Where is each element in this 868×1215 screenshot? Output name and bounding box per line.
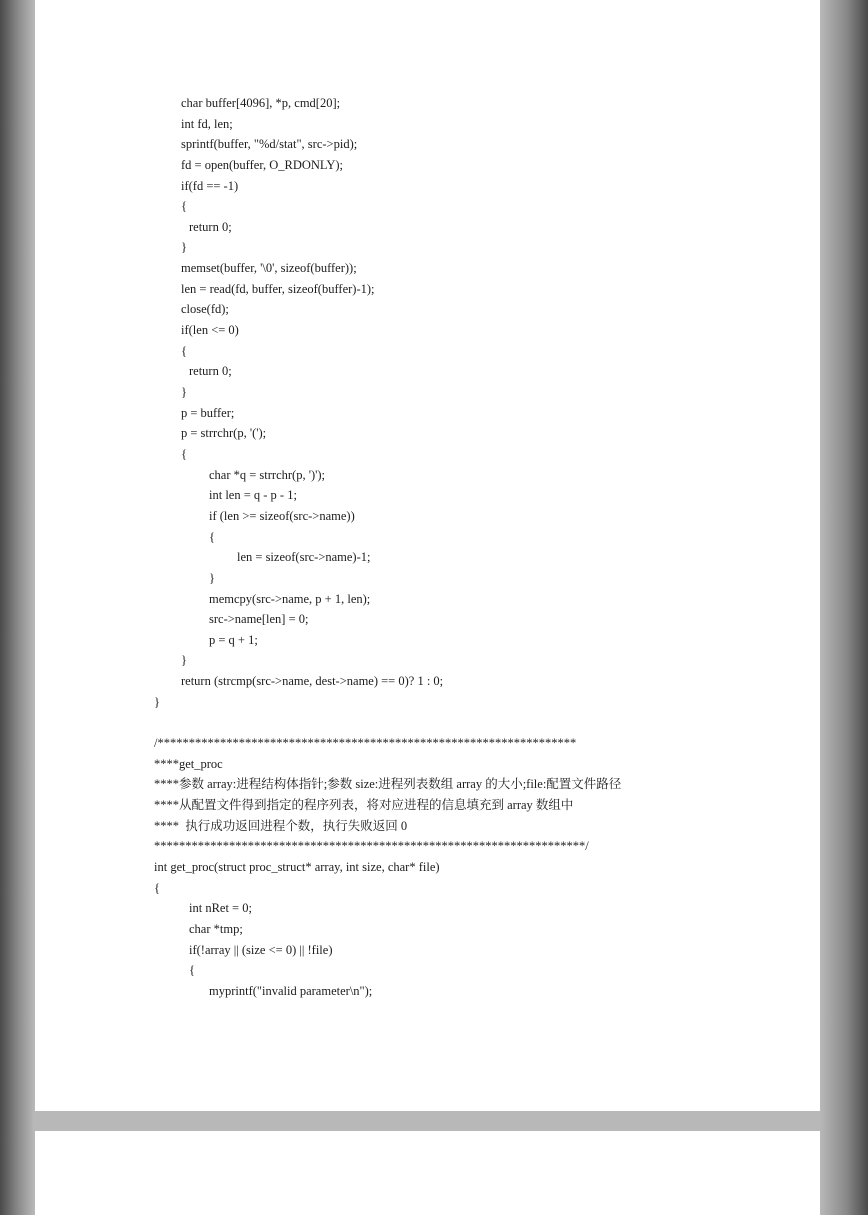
code-line: if(!array || (size <= 0) || !file) — [189, 943, 333, 957]
code-line: { — [181, 199, 187, 213]
code-line: int fd, len; — [181, 117, 233, 131]
comment-line: ****从配置文件得到指定的程序列表，将对应进程的信息填充到 array 数组中 — [154, 798, 574, 812]
code-line: } — [209, 571, 215, 585]
code-line: return (strcmp(src->name, dest->name) == 0)? 1 : 0; — [181, 674, 444, 688]
code-line: if (len >= sizeof(src->name)) — [209, 509, 355, 523]
document-page-2 — [35, 1131, 820, 1215]
code-line: p = buffer; — [181, 406, 235, 420]
code-line: memset(buffer, '\0', sizeof(buffer)); — [181, 261, 357, 275]
code-line: { — [189, 963, 195, 977]
code-line: if(fd == -1) — [181, 179, 239, 193]
code-line: { — [181, 344, 187, 358]
code-line: char *q = strrchr(p, ')'); — [209, 468, 326, 482]
code-line: int len = q - p - 1; — [209, 488, 297, 502]
code-line: len = read(fd, buffer, sizeof(buffer)-1); — [181, 282, 375, 296]
code-line: myprintf("invalid parameter\n"); — [209, 984, 373, 998]
code-line: memcpy(src->name, p + 1, len); — [209, 592, 371, 606]
comment-line: **** 执行成功返回进程个数，执行失败返回 0 — [154, 819, 408, 833]
code-line: p = q + 1; — [209, 633, 258, 647]
code-line: src->name[len] = 0; — [209, 612, 309, 626]
code-line: { — [154, 881, 160, 895]
code-line: if(len <= 0) — [181, 323, 239, 337]
code-line: { — [181, 447, 187, 461]
code-line: { — [209, 530, 215, 544]
code-line: close(fd); — [181, 302, 229, 316]
code-line: return 0; — [189, 220, 232, 234]
code-line: } — [181, 653, 187, 667]
code-line: sprintf(buffer, "%d/stat", src->pid); — [181, 137, 358, 151]
code-line: int get_proc(struct proc_struct* array, int size, char* file) — [154, 860, 440, 874]
code-line: } — [181, 240, 187, 254]
code-line: return 0; — [189, 364, 232, 378]
code-line: p = strrchr(p, '('); — [181, 426, 267, 440]
comment-line: ****get_proc — [154, 757, 223, 771]
code-line: len = sizeof(src->name)-1; — [237, 550, 371, 564]
code-line: } — [181, 385, 187, 399]
comment-line: *********************************************************************/ — [154, 839, 589, 853]
code-line: int nRet = 0; — [189, 901, 252, 915]
document-page-1 — [35, 0, 820, 1111]
comment-line: ****参数 array:进程结构体指针;参数 size:进程列表数组 array 的大小;file:配置文件路径 — [154, 777, 622, 791]
code-line: char *tmp; — [189, 922, 243, 936]
code-line: } — [154, 695, 160, 709]
comment-line: /******************************************************************* — [154, 736, 577, 750]
code-line: fd = open(buffer, O_RDONLY); — [181, 158, 343, 172]
code-line: char buffer[4096], *p, cmd[20]; — [181, 96, 341, 110]
